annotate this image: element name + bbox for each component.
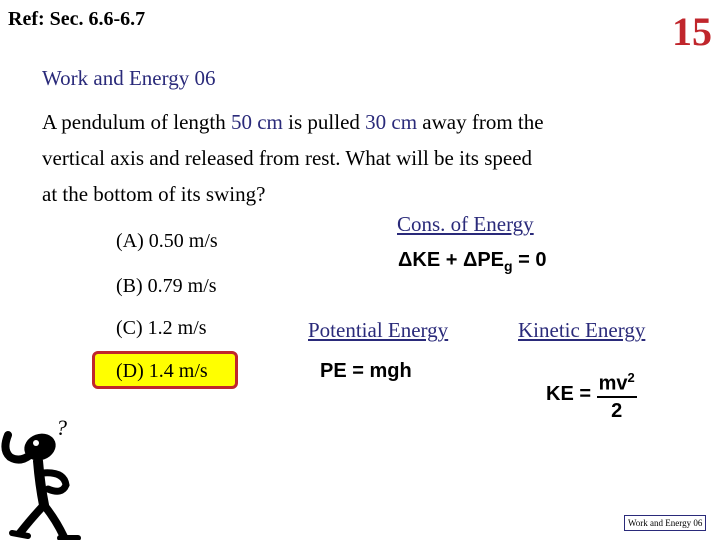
question-line-2: vertical axis and released from rest. What will be its speed — [42, 146, 533, 170]
conservation-equation: $\Delta KE + \Delta PE_g = 0$ — [398, 249, 547, 274]
choice-b[interactable]: (B) 0.79 m/s — [116, 275, 217, 297]
question-mark: ? — [56, 415, 67, 440]
potential-energy-formula: PE = mgh — [320, 360, 412, 382]
problem-title: Work and Energy 06 — [42, 66, 216, 90]
choice-c[interactable]: (C) 1.2 m/s — [116, 317, 207, 339]
reference-label: Ref: Sec. 6.6-6.7 — [8, 8, 146, 30]
conservation-heading: Cons. of Energy — [397, 212, 534, 236]
choice-a[interactable]: (A) 0.50 m/s — [116, 230, 218, 252]
choice-d[interactable]: (D) 1.4 m/s — [116, 360, 208, 382]
footer-label: Work and Energy 06 — [624, 515, 706, 531]
kinetic-energy-formula: KE = $\frac{mv^2}{2}$ — [546, 366, 637, 424]
kinetic-energy-heading: Kinetic Energy — [518, 318, 646, 342]
distance-value: 30 cm — [365, 110, 418, 134]
potential-energy-heading: Potential Energy — [308, 318, 449, 342]
thinking-figure-icon — [0, 405, 110, 540]
question-text — [42, 104, 544, 212]
slide-number: 15 — [672, 9, 712, 54]
length-value: 50 cm — [230, 110, 283, 134]
question-line-1: A pendulum of length 50 cm is pulled 30 cm away from the — [42, 110, 544, 134]
question-line-3: at the bottom of its swing? — [42, 182, 266, 206]
